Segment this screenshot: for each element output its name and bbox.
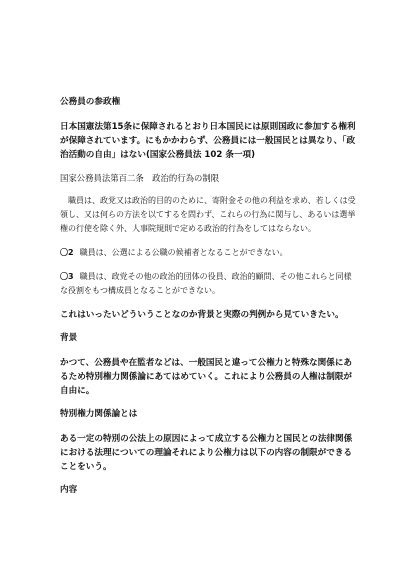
law-item-3	[60, 270, 358, 298]
transition-paragraph: これはいったいどういうことなのか背景と実際の判例から見ていきたい。	[60, 310, 344, 320]
law-item-2-number: 〇2	[60, 248, 74, 257]
background-paragraph: かつて、公務員や在監者などは、一般国民と違って公権力と特殊な関係にあるため特別権力関係論にあてはめていく。これにより公務員の人権は制限が自由に。	[60, 358, 353, 396]
law-item-2	[60, 246, 358, 260]
background-heading: 背景	[60, 333, 78, 343]
intro-paragraph: 日本国憲法第15条に保障されるとおり日本国民には原則国政に参加する権利が保障されています。にもかかわらず、公務員には一般国民とは異なり、「政治活動の自由」はない(国家公務員法 102 条一項)	[60, 122, 356, 160]
law-item-2-text: 職員は、公選による公職の候補者となることができない。	[79, 248, 288, 257]
content-heading: 内容	[60, 485, 78, 495]
law-item-3-text: 職員は、政党その他の政治的団体の役員、政治的顧問、その他これらと同様な役割をもつ構成員となることができない。	[60, 272, 352, 295]
theory-paragraph: ある一定の特別の公法上の原因によって成立する公権力と国民との法律関係における法理についての理論それにより公権力は以下の内容の制限ができることをいう。	[60, 434, 353, 472]
document-title: 公務員の参政権	[60, 97, 121, 107]
law-title: 国家公務員法第百二条 政治的行為の制限	[60, 173, 220, 183]
law-article-body: 職員は、政党又は政治的目的のために、寄附金その他の利益を求め、若しくは受領し、又は何らの方法を以てするを問わず、これらの行為に関与し、あるいは選挙権の行使を除く外、人事院規則で定める政治的行為をしてはならない。	[60, 196, 356, 233]
theory-heading: 特別権力関係論とは	[60, 409, 138, 419]
law-item-3-number: 〇3	[60, 272, 74, 281]
